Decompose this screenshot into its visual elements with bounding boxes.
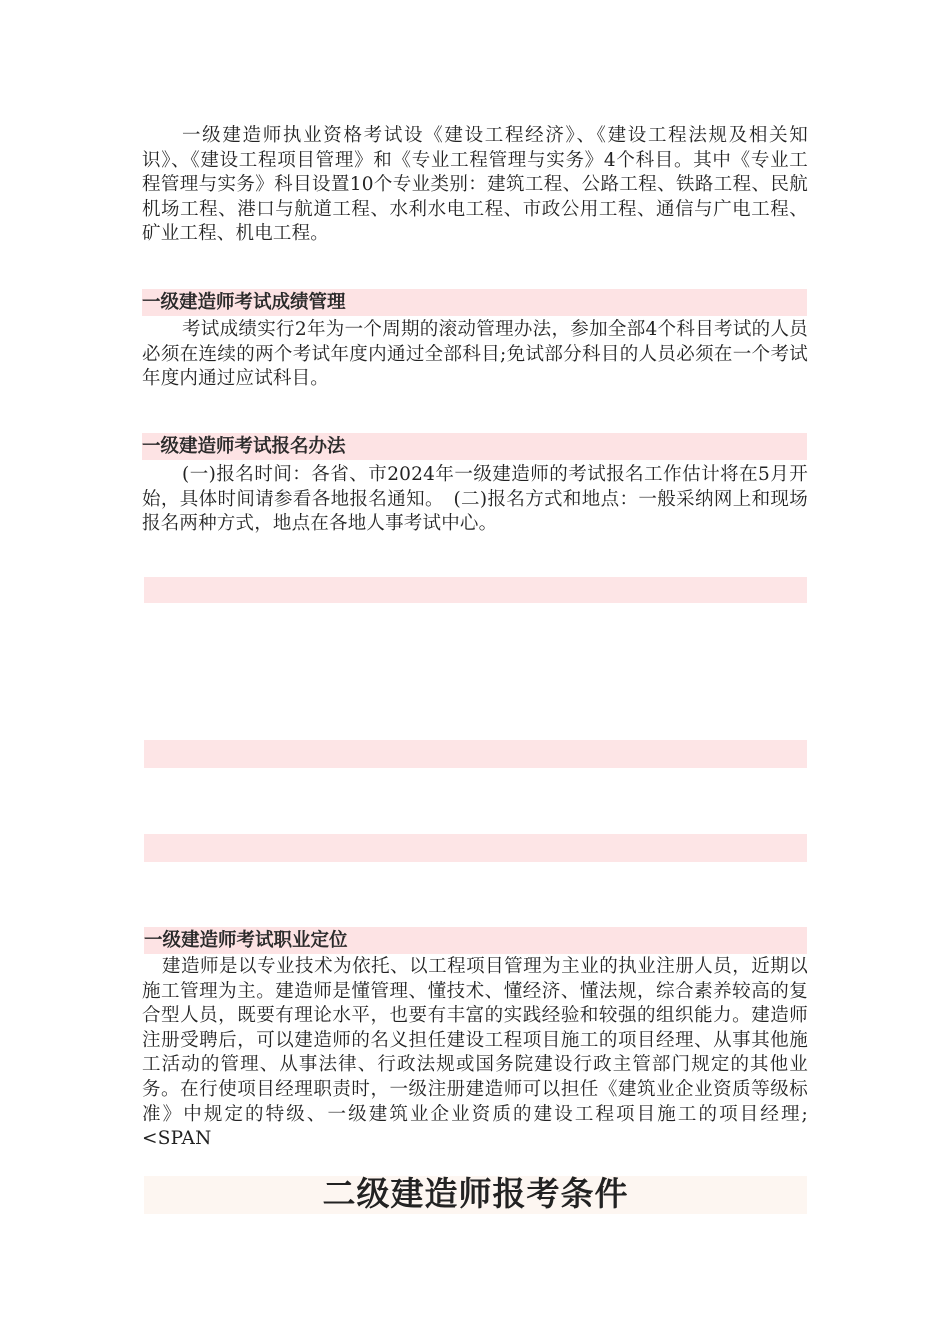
empty-highlight-band-3: [144, 834, 807, 862]
empty-highlight-band-1: [144, 577, 807, 603]
section-body-registration: (一)报名时间：各省、市2024年一级建造师的考试报名工作估计将在5月开始，具体时间请参看各地报名通知。 (二)报名方式和地点：一般采纳网上和现场报名两种方式，地点在各地人事考试中心。: [142, 464, 808, 535]
section-heading-career-positioning: 一级建造师考试职业定位: [144, 927, 807, 954]
section-body-career-positioning: 建造师是以专业技术为依托、以工程项目管理为主业的执业注册人员，近期以施工管理为主。建造师是懂管理、懂技术、懂经济、懂法规，综合素养较高的复合型人员，既要有理论水平，也要有丰富的实践经验和较强的组织能力。建造师注册受聘后，可以建造师的名义担任建设工程项目施工的项目经理、从事其他施工活动的管理、从事法律、行政法规或国务院建设行政主管部门规定的其他业务。在行使项目经理职责时，一级注册建造师可以担任《建筑业企业资质等级标准》中规定的特级、一级建筑业企业资质的建设工程项目施工的项目经理;<SPAN: [142, 956, 808, 1150]
section-body-score-management: 考试成绩实行2年为一个周期的滚动管理办法，参加全部4个科目考试的人员必须在连续的两个考试年度内通过全部科目;免试部分科目的人员必须在一个考试年度内通过应试科目。: [142, 319, 808, 390]
intro-paragraph: 一级建造师执业资格考试设《建设工程经济》、《建设工程法规及相关知识》、《建设工程项目管理》和《专业工程管理与实务》4个科目。其中《专业工程管理与实务》科目设置10个专业类别：建筑工程、公路工程、铁路工程、民航机场工程、港口与航道工程、水利水电工程、市政公用工程、通信与广电工程、矿业工程、机电工程。: [142, 125, 808, 245]
section-heading-score-management: 一级建造师考试成绩管理: [142, 289, 807, 316]
empty-highlight-band-2: [144, 740, 807, 768]
section-heading-registration: 一级建造师考试报名办法: [142, 433, 807, 460]
next-section-title: 二级建造师报考条件: [322, 1174, 629, 1213]
